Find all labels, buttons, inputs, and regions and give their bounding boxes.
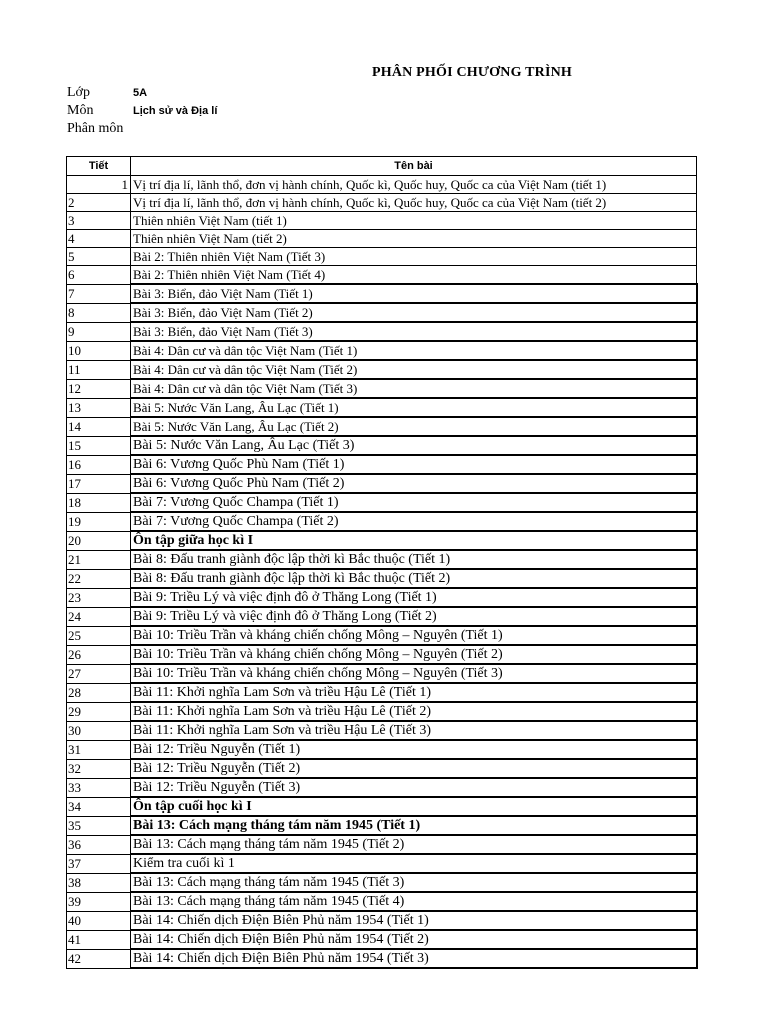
lesson-name: Bài 8: Đấu tranh giành độc lập thời kì Bắc thuộc (Tiết 2) [131, 569, 697, 588]
lesson-name: Bài 14: Chiến dịch Điện Biên Phủ năm 1954 (Tiết 3) [131, 949, 697, 968]
table-row [67, 493, 697, 512]
lesson-name: Bài 7: Vương Quốc Champa (Tiết 2) [131, 512, 697, 531]
table-row [67, 455, 697, 474]
table-row [67, 930, 697, 949]
lesson-name: Bài 4: Dân cư và dân tộc Việt Nam (Tiết 3) [131, 379, 697, 398]
table-row [67, 474, 697, 493]
period-number: 5 [67, 248, 131, 266]
period-number: 1 [67, 176, 131, 194]
lesson-name: Bài 14: Chiến dịch Điện Biên Phủ năm 1954 (Tiết 2) [131, 930, 697, 949]
table-row [67, 645, 697, 664]
period-number: 8 [67, 303, 131, 322]
lesson-name: Thiên nhiên Việt Nam (tiết 2) [131, 230, 697, 248]
header-lesson-name: Tên bài [131, 157, 697, 176]
period-number: 29 [67, 702, 131, 721]
class-label: Lớp [67, 85, 90, 100]
page-title: PHÂN PHỐI CHƯƠNG TRÌNH [372, 65, 573, 80]
table-row [67, 436, 697, 455]
table-row [67, 176, 697, 194]
period-number: 41 [67, 930, 131, 949]
table-row [67, 212, 697, 230]
table-row [67, 607, 697, 626]
table-row [67, 721, 697, 740]
period-number: 27 [67, 664, 131, 683]
lesson-name: Bài 13: Cách mạng tháng tám năm 1945 (Tiết 2) [131, 835, 697, 854]
table-row [67, 778, 697, 797]
table-row [67, 892, 697, 911]
period-number: 38 [67, 873, 131, 892]
lesson-name: Bài 11: Khởi nghĩa Lam Sơn và triều Hậu Lê (Tiết 3) [131, 721, 697, 740]
table-row [67, 322, 697, 341]
lesson-name: Bài 13: Cách mạng tháng tám năm 1945 (Tiết 4) [131, 892, 697, 911]
table-row [67, 266, 697, 285]
period-number: 10 [67, 341, 131, 360]
table-row [67, 194, 697, 212]
period-number: 36 [67, 835, 131, 854]
table-row [67, 284, 697, 303]
lesson-name: Bài 3: Biển, đảo Việt Nam (Tiết 2) [131, 303, 697, 322]
lesson-name: Bài 7: Vương Quốc Champa (Tiết 1) [131, 493, 697, 512]
period-number: 14 [67, 417, 131, 436]
table-row [67, 702, 697, 721]
period-number: 21 [67, 550, 131, 569]
period-number: 42 [67, 949, 131, 968]
table-row [67, 873, 697, 892]
period-number: 32 [67, 759, 131, 778]
table-row [67, 949, 697, 968]
table-row [67, 398, 697, 417]
lesson-name: Bài 6: Vương Quốc Phù Nam (Tiết 1) [131, 455, 697, 474]
lesson-name: Bài 9: Triều Lý và việc định đô ở Thăng Long (Tiết 1) [131, 588, 697, 607]
lesson-name: Bài 12: Triều Nguyễn (Tiết 1) [131, 740, 697, 759]
period-number: 9 [67, 322, 131, 341]
period-number: 33 [67, 778, 131, 797]
period-number: 24 [67, 607, 131, 626]
period-number: 31 [67, 740, 131, 759]
period-number: 4 [67, 230, 131, 248]
table-row [67, 854, 697, 873]
period-number: 18 [67, 493, 131, 512]
table-row [67, 816, 697, 835]
subsubject-label: Phân môn [67, 121, 124, 136]
period-number: 20 [67, 531, 131, 550]
table-row [67, 740, 697, 759]
period-number: 30 [67, 721, 131, 740]
lesson-name: Ôn tập cuối học kì I [131, 797, 697, 816]
table-row [67, 230, 697, 248]
table-header-row [67, 157, 697, 176]
table-body [67, 176, 697, 969]
lesson-name: Bài 2: Thiên nhiên Việt Nam (Tiết 4) [131, 266, 697, 285]
period-number: 25 [67, 626, 131, 645]
period-number: 7 [67, 284, 131, 303]
table-row [67, 531, 697, 550]
table-row [67, 379, 697, 398]
period-number: 26 [67, 645, 131, 664]
period-number: 11 [67, 360, 131, 379]
table-row [67, 683, 697, 702]
lesson-name: Bài 11: Khởi nghĩa Lam Sơn và triều Hậu Lê (Tiết 1) [131, 683, 697, 702]
lesson-name: Bài 5: Nước Văn Lang, Âu Lạc (Tiết 2) [131, 417, 697, 436]
table-row [67, 835, 697, 854]
lesson-name: Bài 11: Khởi nghĩa Lam Sơn và triều Hậu Lê (Tiết 2) [131, 702, 697, 721]
lesson-name: Bài 6: Vương Quốc Phù Nam (Tiết 2) [131, 474, 697, 493]
lesson-name: Bài 3: Biển, đảo Việt Nam (Tiết 3) [131, 322, 697, 341]
period-number: 35 [67, 816, 131, 835]
lesson-name: Bài 10: Triều Trần và kháng chiến chống Mông – Nguyên (Tiết 1) [131, 626, 697, 645]
lesson-name: Thiên nhiên Việt Nam (tiết 1) [131, 212, 697, 230]
lesson-name: Vị trí địa lí, lãnh thổ, đơn vị hành chính, Quốc kì, Quốc huy, Quốc ca của Việt Nam (tiết 1) [131, 176, 697, 194]
period-number: 22 [67, 569, 131, 588]
period-number: 39 [67, 892, 131, 911]
table-row [67, 512, 697, 531]
period-number: 28 [67, 683, 131, 702]
lesson-name: Bài 2: Thiên nhiên Việt Nam (Tiết 3) [131, 248, 697, 266]
period-number: 23 [67, 588, 131, 607]
period-number: 17 [67, 474, 131, 493]
period-number: 15 [67, 436, 131, 455]
period-number: 6 [67, 266, 131, 285]
lesson-name: Bài 3: Biển, đảo Việt Nam (Tiết 1) [131, 284, 697, 303]
lesson-name: Bài 5: Nước Văn Lang, Âu Lạc (Tiết 3) [131, 436, 697, 455]
table-row [67, 759, 697, 778]
table-row [67, 797, 697, 816]
lesson-name: Bài 10: Triều Trần và kháng chiến chống Mông – Nguyên (Tiết 3) [131, 664, 697, 683]
table-row [67, 303, 697, 322]
table-row [67, 569, 697, 588]
lesson-name: Bài 10: Triều Trần và kháng chiến chống Mông – Nguyên (Tiết 2) [131, 645, 697, 664]
period-number: 40 [67, 911, 131, 930]
lesson-name: Bài 8: Đấu tranh giành độc lập thời kì Bắc thuộc (Tiết 1) [131, 550, 697, 569]
lesson-name: Bài 4: Dân cư và dân tộc Việt Nam (Tiết 2) [131, 360, 697, 379]
lesson-name: Vị trí địa lí, lãnh thổ, đơn vị hành chính, Quốc kì, Quốc huy, Quốc ca của Việt Nam (tiết 2) [131, 194, 697, 212]
table-row [67, 341, 697, 360]
period-number: 37 [67, 854, 131, 873]
period-number: 16 [67, 455, 131, 474]
table-row [67, 626, 697, 645]
period-number: 34 [67, 797, 131, 816]
period-number: 12 [67, 379, 131, 398]
lesson-name: Bài 14: Chiến dịch Điện Biên Phủ năm 1954 (Tiết 1) [131, 911, 697, 930]
lesson-name: Bài 4: Dân cư và dân tộc Việt Nam (Tiết 1) [131, 341, 697, 360]
lesson-name: Ôn tập giữa học kì I [131, 531, 697, 550]
period-number: 3 [67, 212, 131, 230]
table-row [67, 417, 697, 436]
lesson-name: Bài 12: Triều Nguyễn (Tiết 2) [131, 759, 697, 778]
class-value: 5A [133, 87, 148, 99]
subject-label: Môn [67, 103, 94, 118]
lesson-name: Kiểm tra cuối kì 1 [131, 854, 697, 873]
curriculum-table [66, 156, 698, 969]
table-row [67, 248, 697, 266]
lesson-name: Bài 12: Triều Nguyễn (Tiết 3) [131, 778, 697, 797]
period-number: 19 [67, 512, 131, 531]
table-row [67, 664, 697, 683]
lesson-name: Bài 13: Cách mạng tháng tám năm 1945 (Tiết 3) [131, 873, 697, 892]
table-row [67, 360, 697, 379]
period-number: 2 [67, 194, 131, 212]
period-number: 13 [67, 398, 131, 417]
table-row [67, 588, 697, 607]
lesson-name: Bài 13: Cách mạng tháng tám năm 1945 (Tiết 1) [131, 816, 697, 835]
lesson-name: Bài 5: Nước Văn Lang, Âu Lạc (Tiết 1) [131, 398, 697, 417]
subject-value: Lịch sử và Địa lí [133, 105, 218, 117]
table-row [67, 550, 697, 569]
table-row [67, 911, 697, 930]
lesson-name: Bài 9: Triều Lý và việc định đô ở Thăng Long (Tiết 2) [131, 607, 697, 626]
header-period: Tiết [67, 157, 131, 176]
